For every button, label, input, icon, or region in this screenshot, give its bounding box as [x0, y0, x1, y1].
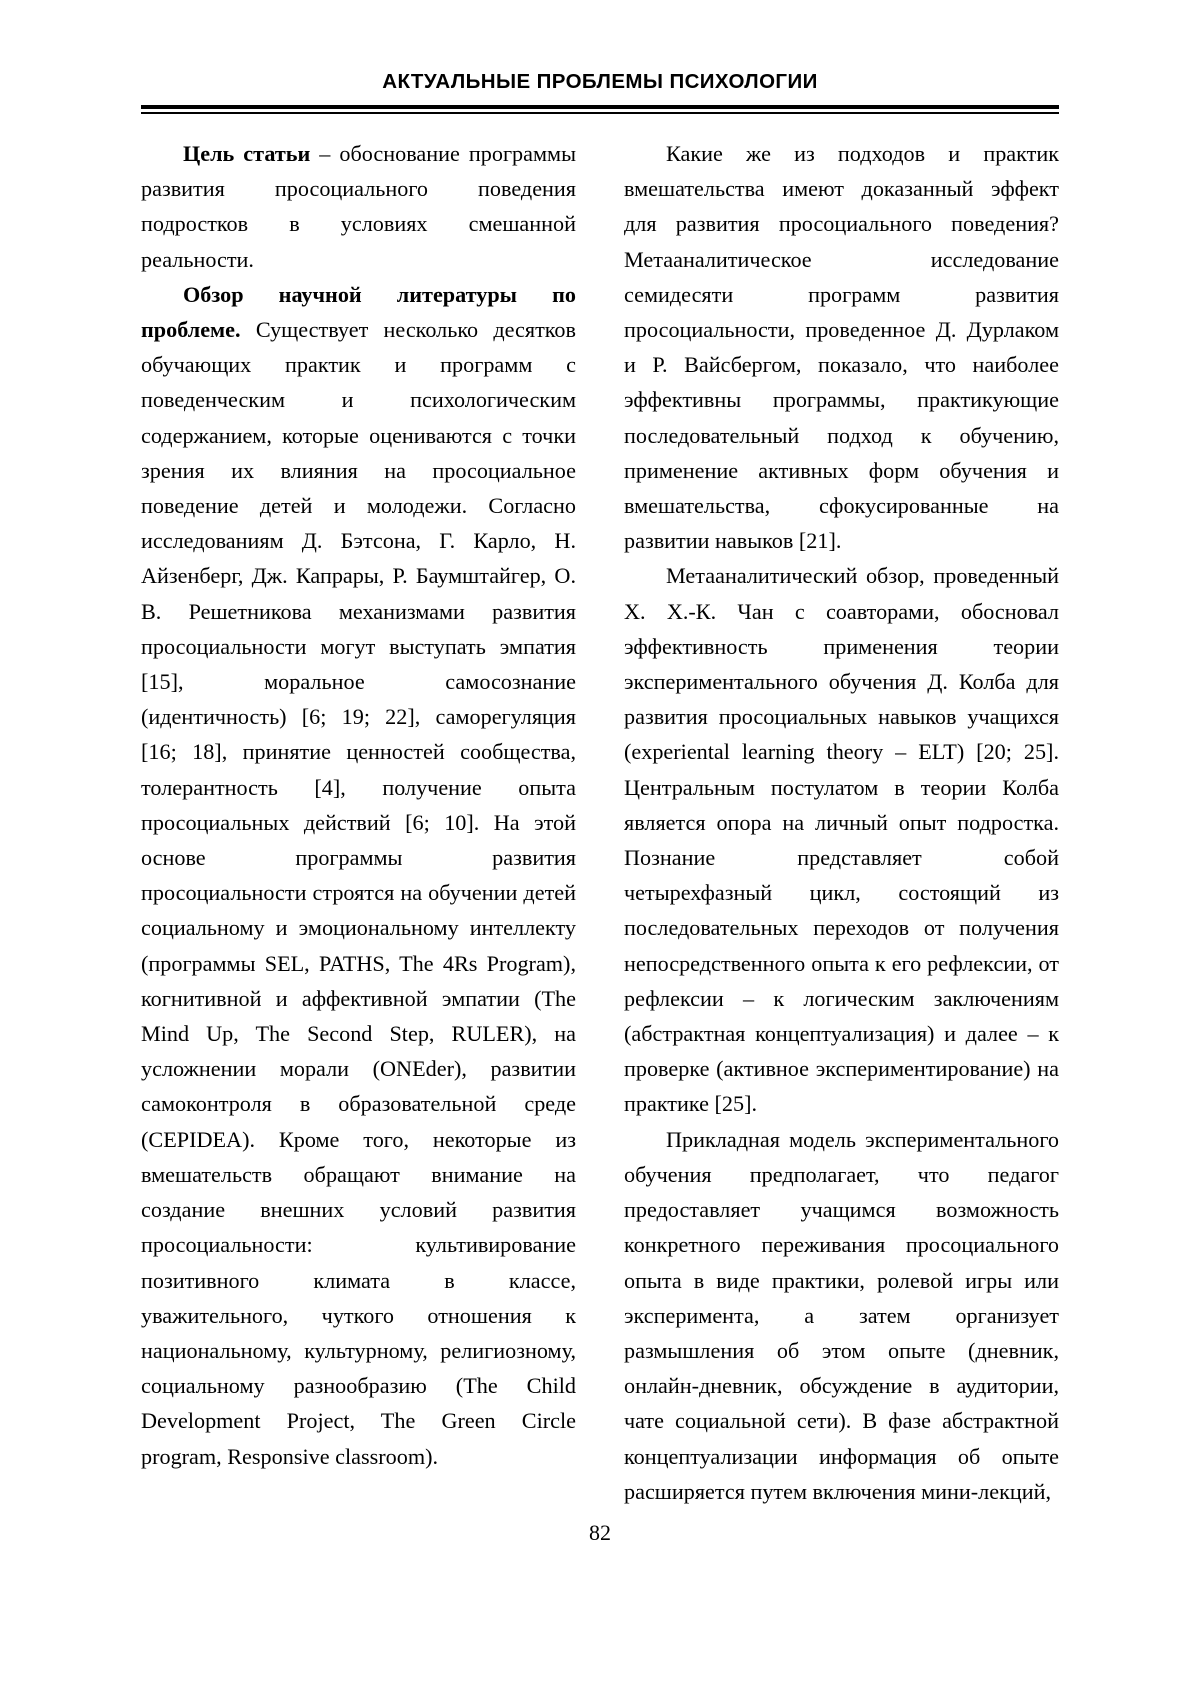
paragraph [624, 136, 1059, 558]
paragraph-text: Метааналитический обзор, проведенный Х. Х.-К. Чан с соавторами, обосновал эффективность применения теории экспериментального обучения Д. Колба для развития просоциальных навыков учащихся (experiental learning theory – ELT) [20; 25]. Центральным постулатом в теории Колба является опора на личный опыт подростка. Познание представляет собой четырехфазный цикл, состоящий из последовательных переходов от получения непосредственного опыта к его рефлексии, от рефлексии – к логическим заключениям (абстрактная концептуализация) и далее – к проверке (активное экспериментирование) на практике [25]. [624, 563, 1059, 1117]
paragraph-text: Какие же из подходов и практик вмешательства имеют доказанный эффект для развития просоциального поведения? Метааналитическое исследование семидесяти программ развития просоциальности, проведенное Д. Дурлаком и Р. Вайсбергом, показало, что наиболее эффективны программы, практикующие последовательный подход к обучению, применение активных форм обучения и вмешательства, сфокусированные на развитии навыков [21]. [624, 141, 1059, 554]
paragraph [624, 558, 1059, 1121]
paragraph-text: Существует несколько десятков обучающих практик и программ с поведенческим и психологическим содержанием, которые оцениваются с точки зрения их влияния на просоциальное поведение детей и молодежи. Согласно исследованиям Д. Бэтсона, Г. Карло, Н. Айзенберг, Дж. Капрары, Р. Баумштайгер, О. В. Решетникова механизмами развития просоциальности могут выступать эмпатия [15], моральное самосознание (идентичность) [6; 19; 22], саморегуляция [16; 18], принятие ценностей сообщества, толерантность [4], получение опыта просоциальных действий [6; 10]. На этой основе программы развития просоциальности строятся на обучении детей социальному и эмоциональному интеллекту (программы SEL, PATHS, The 4Rs Program), когнитивной и аффективной эмпатии (The Mind Up, The Second Step, RULER), на усложнении морали (ONEder), развитии самоконтроля в образовательной среде (CEPIDEA). Кроме того, некоторые из вмешательств обращают внимание на создание внешних условий развития просоциальности: культивирование позитивного климата в классе, уважительного, чуткого отношения к национальному, культурному, религиозному, социальному разнообразию (The Child Development Project, The Green Circle program, Responsive classroom). [141, 317, 576, 1469]
paragraph-lead: Обзор научной литературы по проблеме. [141, 281, 576, 343]
column-right [624, 136, 1059, 1504]
paragraph [624, 1122, 1059, 1509]
body-columns [141, 136, 1059, 1504]
header-rule-thin [141, 112, 1059, 114]
paragraph-text: Прикладная модель экспериментального обучения предполагает, что педагог предоставляет учащимся возможность конкретного переживания просоциального опыта в виде практики, ролевой игры или эксперимента, а затем организует размышления об этом опыте (дневник, онлайн-дневник, обсуждение в аудитории, чате социальной сети). В фазе абстрактной концептуализации информация об опыте расширяется путем включения мини-лекций, [624, 1126, 1059, 1504]
header-rule [141, 105, 1059, 114]
running-head: АКТУАЛЬНЫЕ ПРОБЛЕМЫ ПСИХОЛОГИИ [382, 70, 818, 93]
page-number: 82 [589, 1520, 611, 1545]
column-left [141, 136, 576, 1469]
paragraph-lead: Цель статьи [183, 141, 311, 166]
paragraph [141, 136, 576, 277]
paragraph [141, 277, 576, 1474]
paragraph-text: – обоснование программы развития просоциального поведения подростков в условиях смешанной реальности. [141, 141, 576, 272]
